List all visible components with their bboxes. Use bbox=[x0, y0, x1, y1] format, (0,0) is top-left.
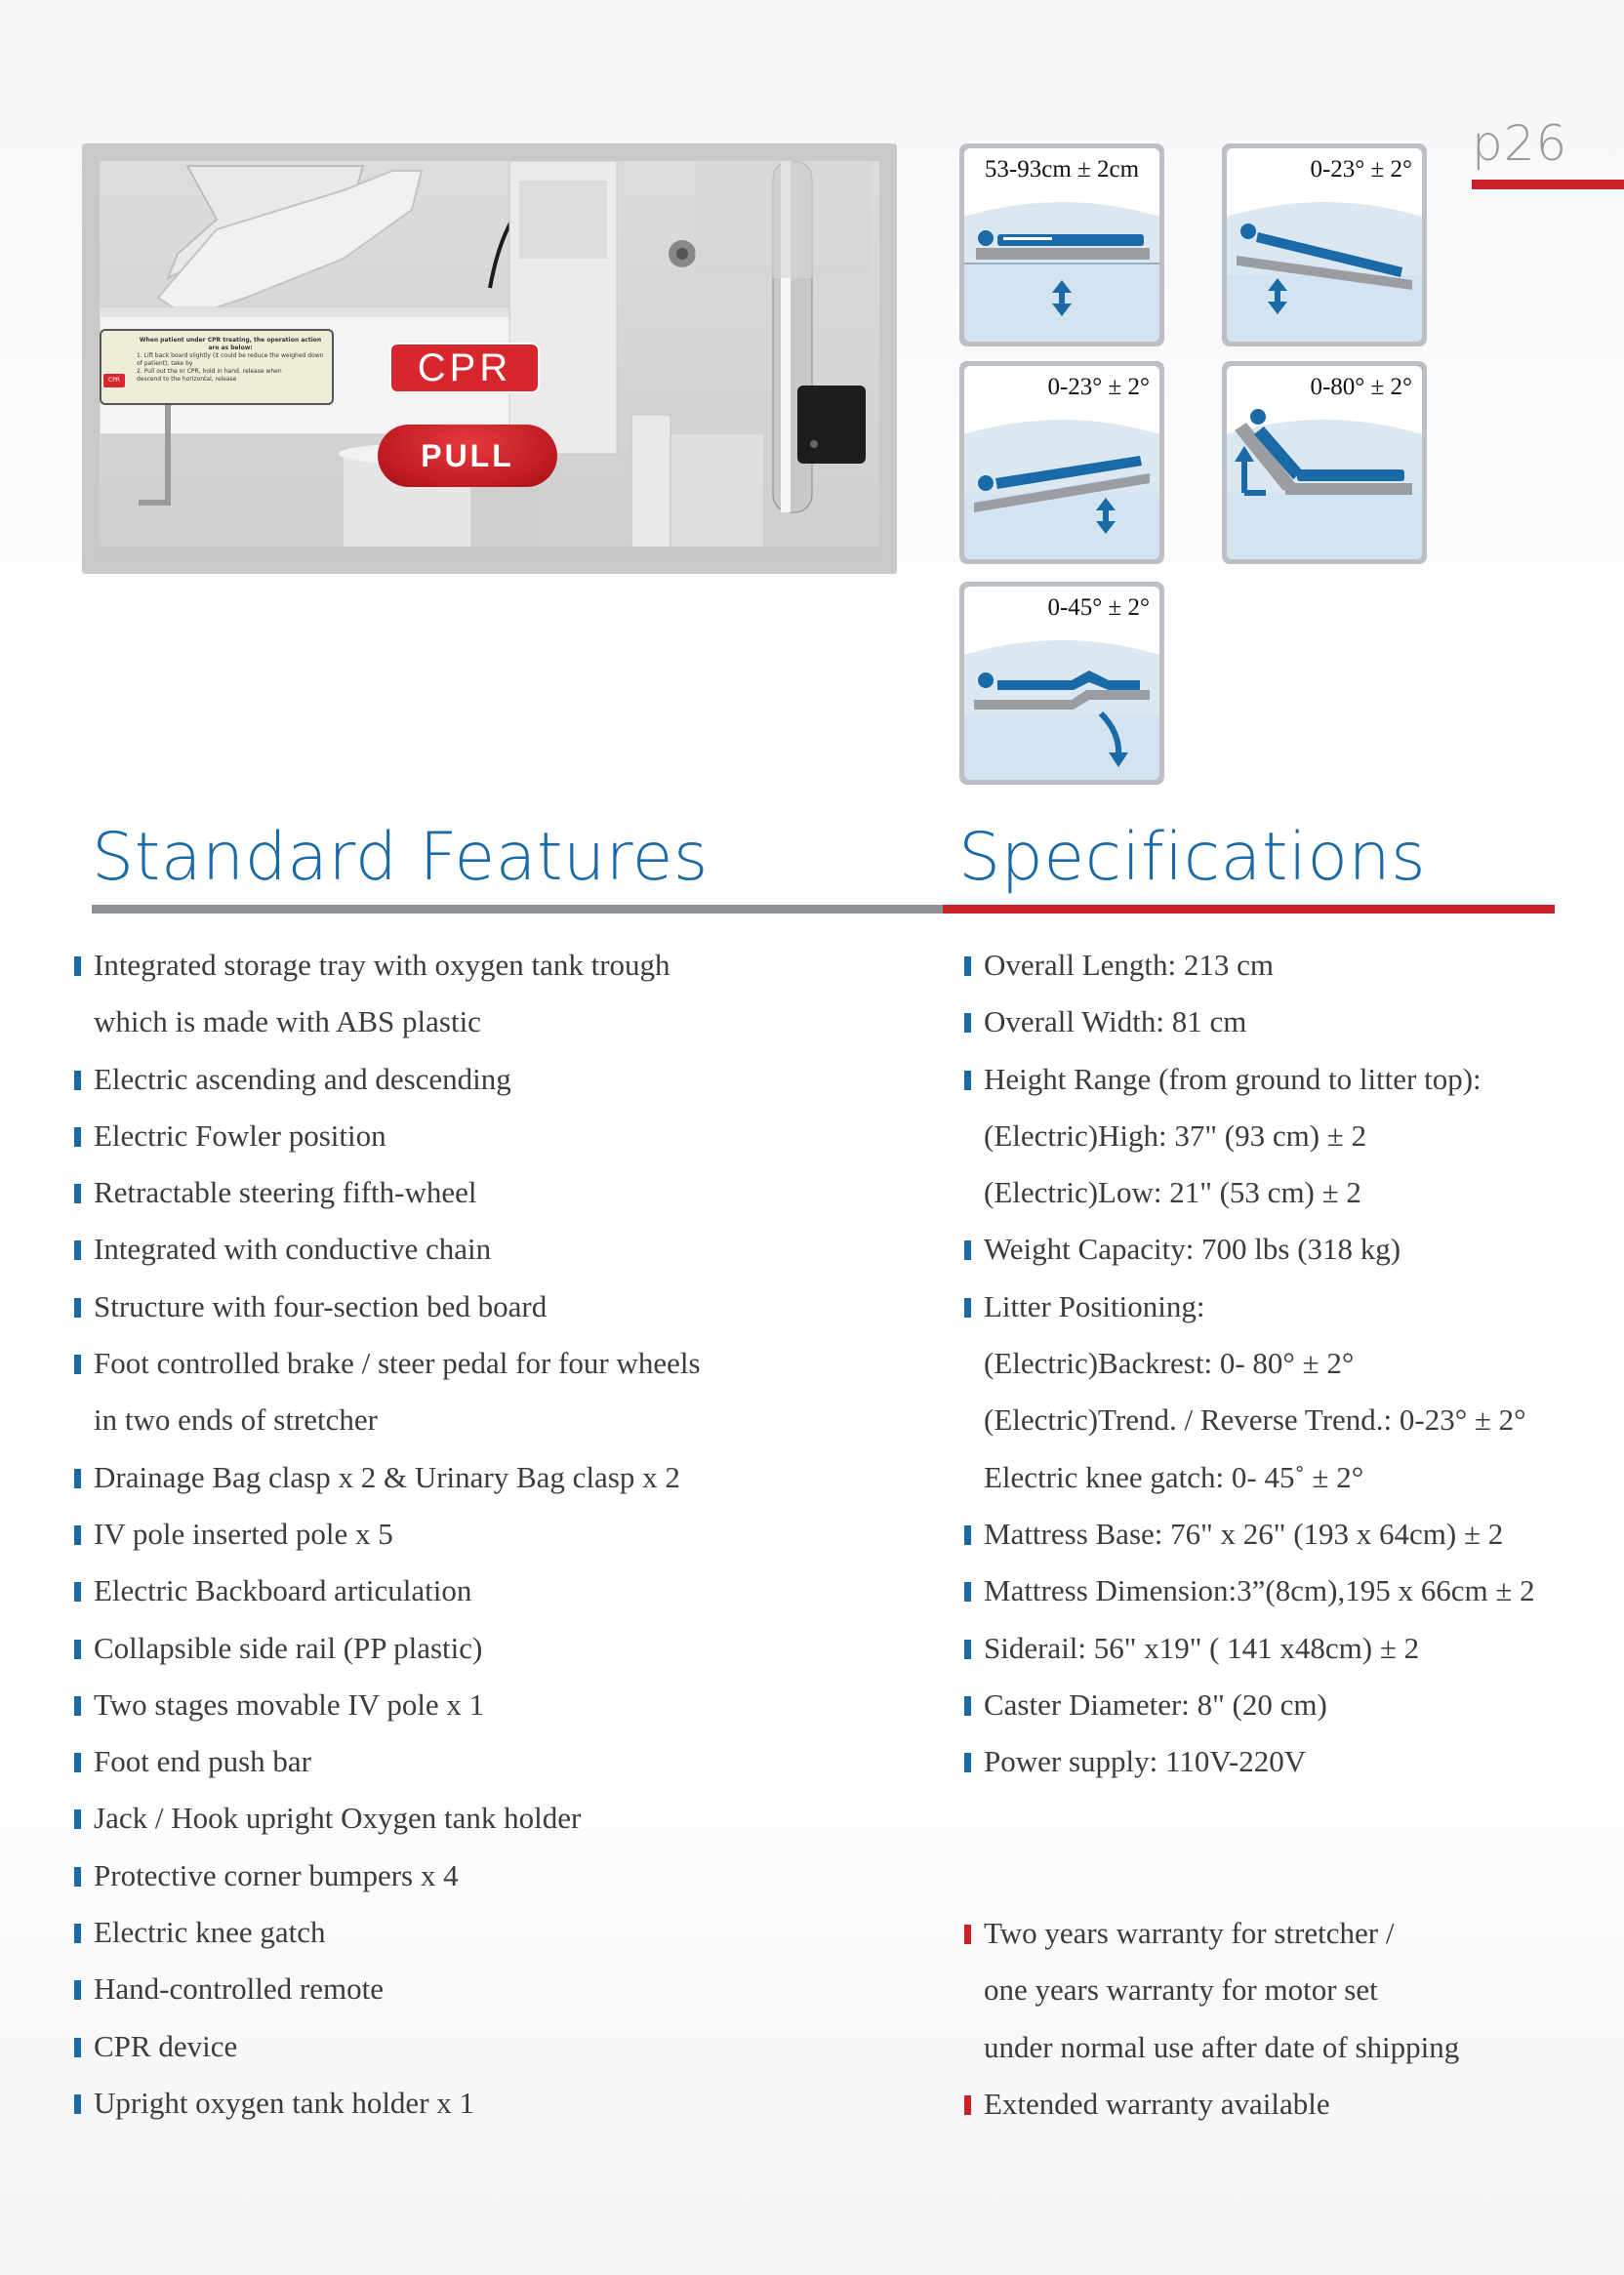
list-item bbox=[984, 2076, 1459, 2133]
position-tile-backrest bbox=[1222, 361, 1427, 564]
features-list bbox=[94, 937, 701, 2132]
section-rule-left bbox=[92, 905, 943, 914]
product-photo-frame bbox=[82, 143, 897, 574]
list-item bbox=[94, 1051, 701, 1108]
list-item-text: CPR device bbox=[94, 2028, 238, 2063]
bullet-icon bbox=[74, 1355, 81, 1374]
list-item bbox=[984, 1506, 1535, 1563]
bullet-icon bbox=[74, 1867, 81, 1887]
list-item bbox=[94, 2075, 701, 2132]
list-item bbox=[984, 1164, 1535, 1221]
list-item-text: Mattress Dimension:3”(8cm),195 x 66cm ± 2 bbox=[984, 1573, 1535, 1608]
list-item bbox=[94, 1733, 701, 1790]
sticker-line: 1. Lift back board slightly (it could be reduce the weighed down of patient), take by bbox=[137, 352, 324, 368]
bullet-icon bbox=[964, 1525, 971, 1545]
bullet-icon bbox=[74, 1184, 81, 1203]
list-item bbox=[984, 1905, 1459, 1962]
list-item bbox=[94, 1848, 701, 1904]
list-item bbox=[94, 1221, 701, 1278]
list-item-text: Caster Diameter: 8" (20 cm) bbox=[984, 1686, 1327, 1722]
position-tile-height bbox=[959, 143, 1164, 346]
bullet-icon bbox=[74, 1809, 81, 1829]
list-item bbox=[984, 1733, 1535, 1790]
page-number: p26 bbox=[1472, 115, 1568, 172]
bullet-icon bbox=[74, 956, 81, 976]
list-item-text: Siderail: 56" x19" ( 141 x48cm) ± 2 bbox=[984, 1630, 1420, 1665]
list-item-text: Upright oxygen tank holder x 1 bbox=[94, 2085, 475, 2120]
standard-features-heading: Standard Features bbox=[92, 819, 709, 896]
list-item-text: Power supply: 110V-220V bbox=[984, 1744, 1307, 1779]
sticker-cpr-icon: CPR bbox=[103, 374, 125, 387]
list-item-text: Protective corner bumpers x 4 bbox=[94, 1857, 459, 1892]
page-number-underline bbox=[1472, 180, 1624, 189]
position-tile-trend bbox=[1222, 143, 1427, 346]
list-item bbox=[94, 1108, 701, 1164]
bullet-icon bbox=[74, 2094, 81, 2114]
bullet-icon bbox=[964, 1071, 971, 1090]
list-item-text: which is made with ABS plastic bbox=[94, 1004, 481, 1039]
list-item bbox=[94, 1392, 701, 1448]
specifications-list bbox=[984, 937, 1535, 1790]
list-item bbox=[984, 1449, 1535, 1506]
sticker-line: descend to the horizontal, release bbox=[137, 376, 237, 384]
list-item bbox=[984, 1962, 1459, 2018]
list-item-text: Electric ascending and descending bbox=[94, 1061, 511, 1096]
bullet-icon bbox=[964, 956, 971, 976]
bullet-icon bbox=[74, 1582, 81, 1602]
bullet-icon bbox=[74, 1640, 81, 1659]
list-item-text: Height Range (from ground to litter top): bbox=[984, 1061, 1482, 1096]
bullet-icon bbox=[74, 1696, 81, 1716]
list-item bbox=[94, 1279, 701, 1335]
list-item-text: Electric knee gatch: 0- 45˚ ± 2° bbox=[984, 1459, 1364, 1494]
bullet-icon bbox=[74, 1924, 81, 1943]
list-item bbox=[94, 937, 701, 994]
list-item bbox=[94, 1620, 701, 1677]
sticker-line: 2. Pull out the or CPR, hold in hand, release when bbox=[137, 368, 282, 376]
list-item bbox=[94, 1506, 701, 1563]
list-item-text: Electric knee gatch bbox=[94, 1915, 326, 1950]
list-item bbox=[984, 1221, 1535, 1278]
list-item bbox=[984, 1677, 1535, 1733]
list-item bbox=[984, 1392, 1535, 1448]
bullet-icon bbox=[964, 2095, 971, 2115]
list-item bbox=[94, 1790, 701, 1847]
list-item bbox=[984, 1051, 1535, 1108]
list-item-text: (Electric)Backrest: 0- 80° ± 2° bbox=[984, 1346, 1355, 1381]
list-item bbox=[94, 1961, 701, 2017]
list-item-text: Retractable steering fifth-wheel bbox=[94, 1175, 477, 1210]
list-item bbox=[94, 1563, 701, 1619]
list-item-text: under normal use after date of shipping bbox=[984, 2029, 1460, 2064]
list-item bbox=[94, 1677, 701, 1733]
bullet-icon bbox=[74, 1298, 81, 1318]
list-item-text: Integrated with conductive chain bbox=[94, 1232, 492, 1267]
list-item-text: Integrated storage tray with oxygen tank trough bbox=[94, 948, 670, 982]
list-item bbox=[984, 994, 1535, 1050]
list-item-text: Overall Length: 213 cm bbox=[984, 948, 1274, 982]
bullet-icon bbox=[964, 1298, 971, 1318]
bullet-icon bbox=[74, 1127, 81, 1147]
section-rule-right bbox=[943, 905, 1555, 914]
list-item-text: Extended warranty available bbox=[984, 2086, 1330, 2121]
warranty-list bbox=[984, 1905, 1459, 2133]
list-item bbox=[94, 2018, 701, 2075]
bullet-icon bbox=[964, 1240, 971, 1260]
list-item bbox=[984, 1108, 1535, 1164]
list-item bbox=[984, 1620, 1535, 1677]
list-item bbox=[94, 1449, 701, 1506]
bullet-icon bbox=[964, 1640, 971, 1659]
pull-handle: PULL bbox=[378, 425, 557, 487]
bullet-icon bbox=[964, 1013, 971, 1033]
list-item bbox=[984, 1279, 1535, 1335]
list-item-text: Electric Backboard articulation bbox=[94, 1573, 472, 1608]
list-item-text: Two years warranty for stretcher / bbox=[984, 1916, 1395, 1950]
bullet-icon bbox=[74, 1980, 81, 2000]
list-item-text: IV pole inserted pole x 5 bbox=[94, 1516, 393, 1551]
position-label: 0-23° ± 2° bbox=[1310, 156, 1412, 183]
list-item-text: Litter Positioning: bbox=[984, 1288, 1205, 1323]
list-item-text: Foot controlled brake / steer pedal for four wheels bbox=[94, 1346, 701, 1381]
list-item-text: Collapsible side rail (PP plastic) bbox=[94, 1630, 483, 1665]
list-item-text: Electric Fowler position bbox=[94, 1117, 386, 1153]
list-item-text: (Electric)High: 37" (93 cm) ± 2 bbox=[984, 1117, 1367, 1153]
list-item-text: Overall Width: 81 cm bbox=[984, 1004, 1247, 1039]
position-label: 0-23° ± 2° bbox=[1047, 374, 1150, 400]
bullet-icon bbox=[964, 1582, 971, 1602]
list-item-text: Drainage Bag clasp x 2 & Urinary Bag clasp x 2 bbox=[94, 1459, 680, 1494]
bullet-icon bbox=[964, 1925, 971, 1944]
list-item-text: Mattress Base: 76" x 26" (193 x 64cm) ± 2 bbox=[984, 1516, 1504, 1551]
list-item-text: (Electric)Trend. / Reverse Trend.: 0-23° ± 2° bbox=[984, 1402, 1526, 1438]
bullet-icon bbox=[74, 1469, 81, 1488]
position-label: 53-93cm ± 2cm bbox=[984, 156, 1140, 183]
list-item bbox=[984, 2019, 1459, 2076]
list-item bbox=[984, 1335, 1535, 1392]
bullet-icon bbox=[74, 1525, 81, 1545]
list-item-text: one years warranty for motor set bbox=[984, 1972, 1378, 2008]
position-tile-reverse-trend bbox=[959, 361, 1164, 564]
list-item-text: Foot end push bar bbox=[94, 1744, 312, 1779]
list-item bbox=[94, 994, 701, 1050]
list-item-text: in two ends of stretcher bbox=[94, 1402, 378, 1438]
cpr-instruction-sticker bbox=[100, 329, 334, 405]
list-item bbox=[94, 1164, 701, 1221]
list-item bbox=[984, 937, 1535, 994]
bullet-icon bbox=[964, 1696, 971, 1716]
list-item-text: Weight Capacity: 700 lbs (318 kg) bbox=[984, 1232, 1401, 1267]
bullet-icon bbox=[964, 1753, 971, 1772]
bullet-icon bbox=[74, 1753, 81, 1772]
list-item bbox=[94, 1904, 701, 1961]
list-item-text: Hand-controlled remote bbox=[94, 1971, 384, 2007]
sticker-title: When patient under CPR treating, the operation action are as below: bbox=[139, 337, 322, 352]
position-tile-knee bbox=[959, 582, 1164, 785]
bullet-icon bbox=[74, 2038, 81, 2057]
bullet-icon bbox=[74, 1071, 81, 1090]
cpr-label: CPR bbox=[389, 343, 540, 393]
product-photo bbox=[100, 161, 879, 558]
bullet-icon bbox=[74, 1240, 81, 1260]
position-label: 0-80° ± 2° bbox=[1310, 374, 1412, 400]
list-item-text: Jack / Hook upright Oxygen tank holder bbox=[94, 1801, 582, 1836]
specifications-heading: Specifications bbox=[958, 819, 1427, 896]
list-item-text: (Electric)Low: 21" (53 cm) ± 2 bbox=[984, 1175, 1361, 1210]
list-item-text: Structure with four-section bed board bbox=[94, 1288, 548, 1323]
list-item bbox=[94, 1335, 701, 1392]
list-item-text: Two stages movable IV pole x 1 bbox=[94, 1686, 485, 1722]
position-label: 0-45° ± 2° bbox=[1047, 594, 1150, 621]
list-item bbox=[984, 1563, 1535, 1619]
